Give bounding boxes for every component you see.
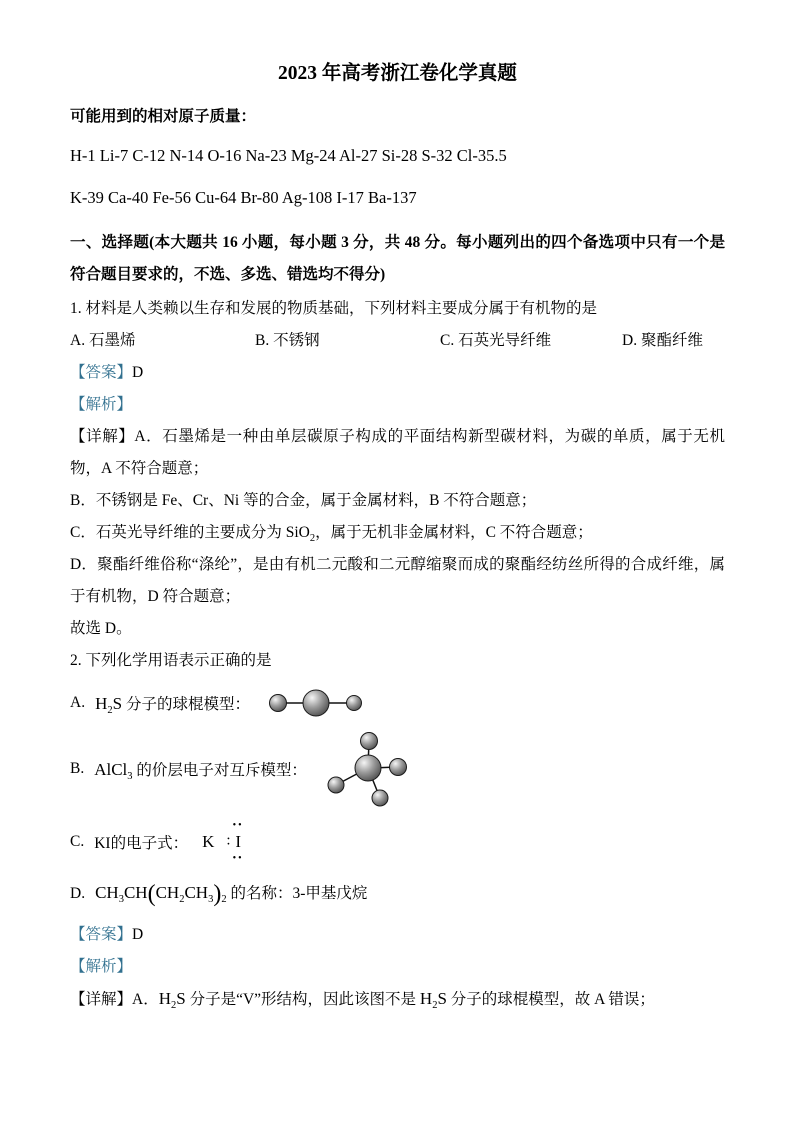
question-2-stem: 2. 下列化学用语表示正确的是: [70, 652, 272, 669]
q1-conclusion: 故选 D。: [70, 620, 132, 637]
q1-answer-value: D: [132, 364, 144, 381]
q1-option-d: D. 聚酯纤维: [622, 332, 703, 349]
q1-analysis-label: 【解析】: [70, 396, 133, 413]
electron-dots-bottom: ••: [232, 853, 244, 864]
q2-option-c: [70, 815, 725, 869]
q1-option-b: B. 不锈钢: [255, 332, 320, 349]
iodine-symbol: I: [235, 832, 242, 851]
q1-detail-b: B．不锈钢是 Fe、Cr、Ni 等的合金，属于金属材料，B 不符合题意；: [70, 492, 537, 509]
q2-option-a: [70, 681, 725, 725]
q1-answer-line: [70, 357, 725, 389]
question-1-stem: 1. 材料是人类赖以生存和发展的物质基础，下列材料主要成分属于有机物的是: [70, 300, 598, 317]
q1-analysis-line: [70, 389, 725, 421]
q2-option-c-label: C.: [70, 833, 85, 850]
q2-option-d: [70, 875, 725, 913]
q1-answer-label: 【答案】: [70, 364, 133, 381]
q2-option-d-text: $CH_3CH(CH_2CH_3)_2$ 的名称：3-甲基戊烷: [95, 880, 368, 907]
q2-option-a-label: A.: [70, 694, 86, 711]
q2-option-b-text: AlCl$_3$ 的价层电子对互斥模型：: [94, 760, 307, 783]
q1-detail-a: 【详解】A．石墨烯是一种由单层碳原子构成的平面结构新型碳材料，为碳的单质，属于无机物，A 不符合题意；: [70, 428, 725, 477]
q2-analysis-line: [70, 951, 725, 983]
potassium-symbol: K: [202, 832, 215, 851]
q2-answer-line: [70, 919, 725, 951]
page-title: 2023 年高考浙江卷化学真题: [278, 63, 517, 84]
q2-option-b: [70, 727, 725, 811]
q1-option-c: C. 石英光导纤维: [440, 332, 552, 349]
q2-option-d-label: D.: [70, 885, 86, 902]
section-heading: 一、选择题(本大题共 16 小题，每小题 3 分，共 48 分。每小题列出的四个备选项中只有一个是符合题目要求的，不选、多选、错选均不得分): [70, 234, 725, 283]
electron-dots-top: ••: [232, 820, 244, 831]
electron-dots-left: :: [226, 832, 231, 849]
q1-detail-c: C．石英光导纤维的主要成分为 SiO$_2$，属于无机非金属材料，C 不符合题意；: [70, 524, 593, 545]
atomic-masses-line-2: K-39 Ca-40 Fe-56 Cu-64 Br-80 Ag-108 I-17 Ba-137: [70, 188, 417, 207]
q2-option-a-text: $H_2S$ 分子的球棍模型：: [95, 694, 250, 717]
q2-analysis-label: 【解析】: [70, 958, 133, 975]
alcl3-vsepr-model-image: [321, 728, 417, 810]
atomic-masses-line-1: H-1 Li-7 C-12 N-14 O-16 Na-23 Mg-24 Al-27 Si-28 S-32 Cl-35.5: [70, 146, 507, 165]
iodine-with-lone-pairs: [226, 820, 244, 864]
atomic-masses-label: 可能用到的相对原子质量：: [70, 108, 257, 125]
q1-option-a: A. 石墨烯: [70, 332, 136, 349]
q1-detail-d: D．聚酯纤维俗称“涤纶”，是由有机二元酸和二元醇缩聚而成的聚酯经纺丝所得的合成纤维，属于有机物，D 符合题意；: [70, 556, 725, 605]
h2s-ball-stick-model-image: [264, 683, 366, 723]
q2-detail-a: 【详解】A．$H_2S$ 分子是“V”形结构，因此该图不是 $H_2S$ 分子的球棍模型，故 A 错误；: [70, 989, 655, 1012]
q2-option-c-text: KI的电子式：: [94, 835, 189, 852]
q2-answer-value: D: [132, 926, 144, 943]
q2-option-b-label: B.: [70, 760, 85, 777]
ki-electron-dot-structure: [202, 820, 244, 864]
q2-answer-label: 【答案】: [70, 926, 133, 943]
question-1-options-row: [70, 325, 725, 357]
